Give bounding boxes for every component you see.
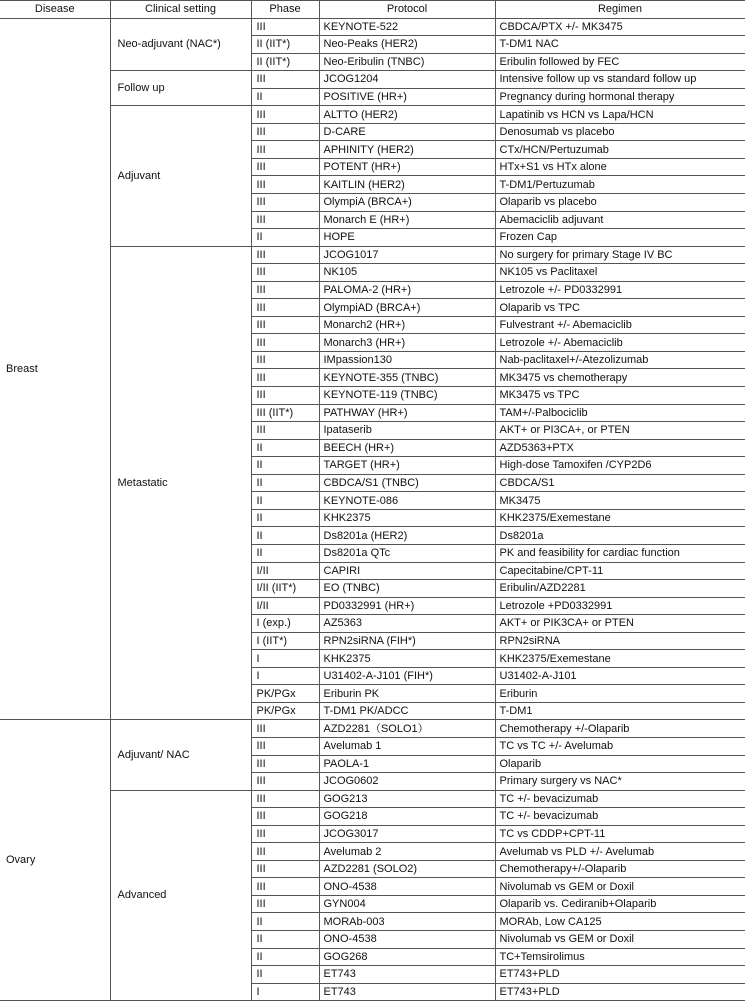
regimen-cell: Avelumab vs PLD +/- Avelumab (495, 843, 745, 861)
regimen-cell: TC +/- bevacizumab (495, 790, 745, 808)
phase-cell: III (251, 878, 319, 896)
regimen-cell: Eribulin/AZD2281 (495, 580, 745, 598)
regimen-cell: MK3475 vs TPC (495, 387, 745, 405)
phase-cell: II (251, 492, 319, 510)
phase-cell: III (251, 176, 319, 194)
protocol-cell: TARGET (HR+) (319, 457, 495, 475)
table-body (0, 18, 745, 1001)
protocol-cell: KHK2375 (319, 509, 495, 527)
phase-cell: III (251, 106, 319, 124)
protocol-cell: Monarch3 (HR+) (319, 334, 495, 352)
regimen-cell: Chemotherapy +/-Olaparib (495, 720, 745, 738)
phase-cell: II (251, 88, 319, 106)
regimen-cell: T-DM1 (495, 702, 745, 720)
phase-cell: III (251, 18, 319, 36)
table-header (0, 1, 745, 19)
regimen-cell: AZD5363+PTX (495, 439, 745, 457)
phase-cell: III (251, 860, 319, 878)
protocol-cell: HOPE (319, 229, 495, 247)
regimen-cell: Denosumab vs placebo (495, 123, 745, 141)
regimen-cell: TC vs TC +/- Avelumab (495, 737, 745, 755)
phase-cell: I/II (251, 562, 319, 580)
protocol-cell: POSITIVE (HR+) (319, 88, 495, 106)
protocol-cell: AZ5363 (319, 615, 495, 633)
regimen-cell: Capecitabine/CPT-11 (495, 562, 745, 580)
phase-cell: I (IIT*) (251, 632, 319, 650)
protocol-cell: KHK2375 (319, 650, 495, 668)
phase-cell: PK/PGx (251, 685, 319, 703)
phase-cell: II (251, 930, 319, 948)
phase-cell: I/II (251, 597, 319, 615)
protocol-cell: PD0332991 (HR+) (319, 597, 495, 615)
phase-cell: III (251, 843, 319, 861)
protocol-cell: Eriburin PK (319, 685, 495, 703)
regimen-cell: Olaparib vs. Cediranib+Olaparib (495, 895, 745, 913)
regimen-cell: PK and feasibility for cardiac function (495, 544, 745, 562)
protocol-cell: PATHWAY (HR+) (319, 404, 495, 422)
regimen-cell: AKT+ or PIK3CA+ or PTEN (495, 615, 745, 633)
protocol-cell: CBDCA/S1 (TNBC) (319, 474, 495, 492)
protocol-cell: RPN2siRNA (FIH*) (319, 632, 495, 650)
protocol-cell: GYN004 (319, 895, 495, 913)
protocol-cell: KEYNOTE-355 (TNBC) (319, 369, 495, 387)
table-row (0, 71, 745, 89)
protocol-cell: KAITLIN (HER2) (319, 176, 495, 194)
protocol-cell: KEYNOTE-522 (319, 18, 495, 36)
regimen-cell: High-dose Tamoxifen /CYP2D6 (495, 457, 745, 475)
protocol-cell: EO (TNBC) (319, 580, 495, 598)
phase-cell: I/II (IIT*) (251, 580, 319, 598)
regimen-cell: Olaparib vs TPC (495, 299, 745, 317)
clinical-setting-cell: Adjuvant (110, 106, 251, 246)
phase-cell: III (251, 773, 319, 791)
protocol-cell: JCOG1204 (319, 71, 495, 89)
regimen-cell: Letrozole +/- Abemaciclib (495, 334, 745, 352)
header-protocol: Protocol (319, 1, 495, 19)
phase-cell: III (251, 737, 319, 755)
phase-cell: III (251, 351, 319, 369)
regimen-cell: ET743+PLD (495, 966, 745, 984)
table-row (0, 18, 745, 36)
table-row (0, 246, 745, 264)
regimen-cell: KHK2375/Exemestane (495, 650, 745, 668)
table-row (0, 106, 745, 124)
regimen-cell: No surgery for primary Stage IV BC (495, 246, 745, 264)
disease-cell: Breast (0, 18, 110, 720)
phase-cell: III (251, 825, 319, 843)
phase-cell: III (251, 334, 319, 352)
protocol-cell: IMpassion130 (319, 351, 495, 369)
protocol-cell: JCOG1017 (319, 246, 495, 264)
clinical-setting-cell: Metastatic (110, 246, 251, 720)
regimen-cell: Olaparib vs placebo (495, 194, 745, 212)
phase-cell: II (251, 474, 319, 492)
protocol-cell: PALOMA-2 (HR+) (319, 281, 495, 299)
phase-cell: III (251, 755, 319, 773)
regimen-cell: Primary surgery vs NAC* (495, 773, 745, 791)
header-disease: Disease (0, 1, 110, 19)
protocol-cell: JCOG0602 (319, 773, 495, 791)
regimen-cell: Ds8201a (495, 527, 745, 545)
protocol-cell: Avelumab 2 (319, 843, 495, 861)
phase-cell: I (251, 650, 319, 668)
protocol-cell: OlympiA (BRCA+) (319, 194, 495, 212)
header-regimen: Regimen (495, 1, 745, 19)
phase-cell: III (251, 141, 319, 159)
protocol-cell: GOG268 (319, 948, 495, 966)
phase-cell: III (251, 194, 319, 212)
phase-cell: III (251, 123, 319, 141)
protocol-cell: POTENT (HR+) (319, 158, 495, 176)
protocol-cell: OlympiAD (BRCA+) (319, 299, 495, 317)
regimen-cell: CTx/HCN/Pertuzumab (495, 141, 745, 159)
regimen-cell: T-DM1/Pertuzumab (495, 176, 745, 194)
table-row (0, 790, 745, 808)
phase-cell: II (251, 509, 319, 527)
clinical-setting-cell: Follow up (110, 71, 251, 106)
regimen-cell: TAM+/-Palbociclib (495, 404, 745, 422)
regimen-cell: TC vs CDDP+CPT-11 (495, 825, 745, 843)
phase-cell: III (251, 158, 319, 176)
regimen-cell: RPN2siRNA (495, 632, 745, 650)
phase-cell: II (IIT*) (251, 36, 319, 54)
regimen-cell: Olaparib (495, 755, 745, 773)
protocol-cell: ET743 (319, 983, 495, 1001)
regimen-cell: Letrozole +PD0332991 (495, 597, 745, 615)
protocol-cell: AZD2281 (SOLO2) (319, 860, 495, 878)
protocol-cell: Avelumab 1 (319, 737, 495, 755)
phase-cell: I (exp.) (251, 615, 319, 633)
protocol-cell: T-DM1 PK/ADCC (319, 702, 495, 720)
regimen-cell: TC+Temsirolimus (495, 948, 745, 966)
phase-cell: III (251, 808, 319, 826)
regimen-cell: U31402-A-J101 (495, 667, 745, 685)
regimen-cell: HTx+S1 vs HTx alone (495, 158, 745, 176)
phase-cell: II (251, 229, 319, 247)
clinical-setting-cell: Advanced (110, 790, 251, 1001)
regimen-cell: CBDCA/PTX +/- MK3475 (495, 18, 745, 36)
phase-cell: II (251, 948, 319, 966)
phase-cell: III (251, 281, 319, 299)
regimen-cell: Nivolumab vs GEM or Doxil (495, 878, 745, 896)
header-phase: Phase (251, 1, 319, 19)
regimen-cell: AKT+ or PI3CA+, or PTEN (495, 422, 745, 440)
phase-cell: III (251, 211, 319, 229)
protocol-cell: AZD2281（SOLO1） (319, 720, 495, 738)
protocol-cell: KEYNOTE-119 (TNBC) (319, 387, 495, 405)
header-clinical-setting: Clinical setting (110, 1, 251, 19)
protocol-cell: BEECH (HR+) (319, 439, 495, 457)
protocol-cell: D-CARE (319, 123, 495, 141)
phase-cell: III (251, 71, 319, 89)
protocol-cell: Ds8201a (HER2) (319, 527, 495, 545)
regimen-cell: T-DM1 NAC (495, 36, 745, 54)
phase-cell: III (251, 246, 319, 264)
protocol-cell: Neo-Peaks (HER2) (319, 36, 495, 54)
protocol-cell: Ipataserib (319, 422, 495, 440)
phase-cell: PK/PGx (251, 702, 319, 720)
protocol-cell: GOG218 (319, 808, 495, 826)
phase-cell: II (IIT*) (251, 53, 319, 71)
regimen-cell: CBDCA/S1 (495, 474, 745, 492)
phase-cell: III (251, 720, 319, 738)
clinical-setting-cell: Neo-adjuvant (NAC*) (110, 18, 251, 71)
regimen-cell: Fulvestrant +/- Abemaciclib (495, 316, 745, 334)
phase-cell: II (251, 913, 319, 931)
regimen-cell: Intensive follow up vs standard follow up (495, 71, 745, 89)
phase-cell: III (251, 369, 319, 387)
protocol-cell: JCOG3017 (319, 825, 495, 843)
protocol-cell: APHINITY (HER2) (319, 141, 495, 159)
regimen-cell: Frozen Cap (495, 229, 745, 247)
phase-cell: III (251, 422, 319, 440)
regimen-cell: TC +/- bevacizumab (495, 808, 745, 826)
protocol-cell: Monarch2 (HR+) (319, 316, 495, 334)
phase-cell: III (251, 895, 319, 913)
regimen-cell: Eribulin followed by FEC (495, 53, 745, 71)
regimen-cell: Pregnancy during hormonal therapy (495, 88, 745, 106)
regimen-cell: Abemaciclib adjuvant (495, 211, 745, 229)
phase-cell: III (251, 387, 319, 405)
protocol-cell: U31402-A-J101 (FIH*) (319, 667, 495, 685)
phase-cell: II (251, 527, 319, 545)
protocol-cell: NK105 (319, 264, 495, 282)
protocol-cell: ONO-4538 (319, 878, 495, 896)
phase-cell: III (251, 316, 319, 334)
protocol-cell: CAPIRI (319, 562, 495, 580)
protocol-cell: MORAb-003 (319, 913, 495, 931)
regimen-cell: MK3475 vs chemotherapy (495, 369, 745, 387)
phase-cell: II (251, 544, 319, 562)
regimen-cell: Nab-paclitaxel+/-Atezolizumab (495, 351, 745, 369)
regimen-cell: Letrozole +/- PD0332991 (495, 281, 745, 299)
phase-cell: I (251, 983, 319, 1001)
regimen-cell: Lapatinib vs HCN vs Lapa/HCN (495, 106, 745, 124)
phase-cell: III (251, 790, 319, 808)
protocol-cell: PAOLA-1 (319, 755, 495, 773)
phase-cell: II (251, 457, 319, 475)
regimen-cell: Nivolumab vs GEM or Doxil (495, 930, 745, 948)
regimen-cell: MK3475 (495, 492, 745, 510)
disease-cell: Ovary (0, 720, 110, 1001)
table-row (0, 720, 745, 738)
phase-cell: I (251, 667, 319, 685)
regimen-cell: NK105 vs Paclitaxel (495, 264, 745, 282)
protocol-cell: Monarch E (HR+) (319, 211, 495, 229)
header-row (0, 1, 745, 19)
protocol-cell: ET743 (319, 966, 495, 984)
clinical-setting-cell: Adjuvant/ NAC (110, 720, 251, 790)
protocol-cell: Ds8201a QTc (319, 544, 495, 562)
regimen-cell: Chemotherapy+/-Olaparib (495, 860, 745, 878)
protocol-cell: ALTTO (HER2) (319, 106, 495, 124)
phase-cell: III (251, 264, 319, 282)
regimen-cell: KHK2375/Exemestane (495, 509, 745, 527)
regimen-cell: ET743+PLD (495, 983, 745, 1001)
phase-cell: III (IIT*) (251, 404, 319, 422)
phase-cell: II (251, 966, 319, 984)
protocol-cell: ONO-4538 (319, 930, 495, 948)
protocol-cell: KEYNOTE-086 (319, 492, 495, 510)
regimen-cell: MORAb, Low CA125 (495, 913, 745, 931)
phase-cell: III (251, 299, 319, 317)
protocol-cell: GOG213 (319, 790, 495, 808)
phase-cell: II (251, 439, 319, 457)
protocol-cell: Neo-Eribulin (TNBC) (319, 53, 495, 71)
regimen-cell: Eriburin (495, 685, 745, 703)
